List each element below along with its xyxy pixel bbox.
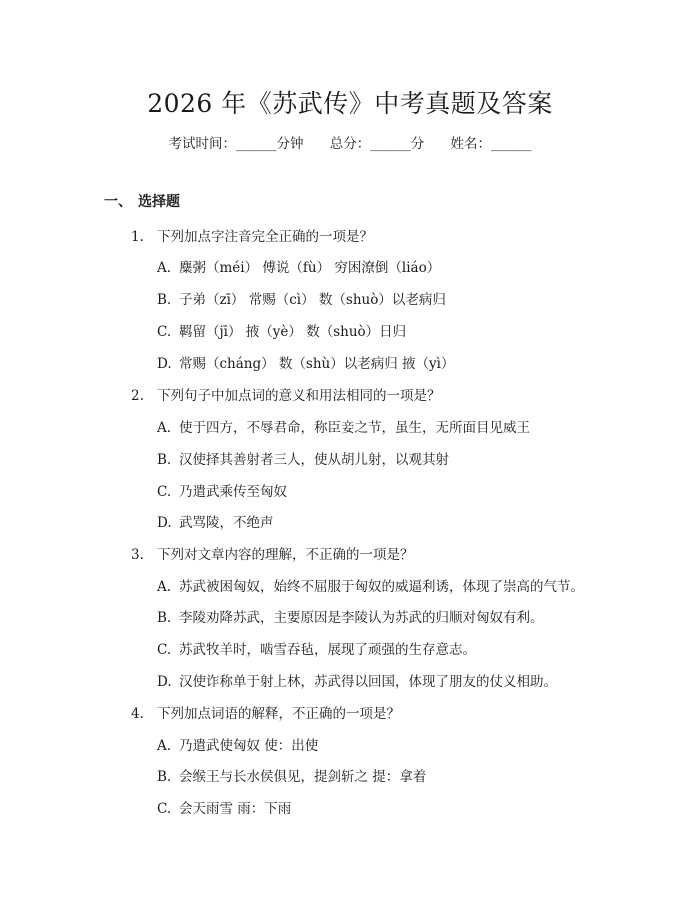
question-2-option-c	[157, 480, 287, 500]
option-letter: A.	[157, 579, 172, 595]
option-letter: A.	[157, 260, 172, 276]
option-text: 羁留（jī） 掖（yè） 数（shuò）日归	[179, 324, 407, 340]
question-1	[131, 225, 373, 245]
option-text: 常赐（cháng） 数（shù）以老病归 掖（yì）	[179, 356, 455, 372]
option-text: 苏武被困匈奴，始终不屈服于匈奴的威逼利诱，体现了崇高的气节。	[179, 579, 584, 595]
option-letter: A.	[157, 738, 172, 754]
option-text: 汉使择其善射者三人，使从胡儿射，以观其射	[179, 452, 449, 468]
exam-meta	[0, 132, 700, 152]
option-text: 会天雨雪 雨：下雨	[179, 801, 292, 817]
question-2-option-b	[157, 448, 449, 468]
question-4	[131, 702, 400, 722]
question-3-option-a	[157, 575, 584, 595]
question-1-option-d	[157, 352, 454, 372]
question-number: 1.	[131, 229, 144, 245]
option-letter: C.	[157, 801, 172, 817]
question-1-option-c	[157, 320, 406, 340]
question-text: 下列加点字注音完全正确的一项是？	[157, 229, 373, 245]
section-heading	[104, 191, 180, 211]
option-text: 李陵劝降苏武，主要原因是李陵认为苏武的归顺对匈奴有利。	[179, 610, 544, 626]
question-4-option-b	[157, 765, 426, 785]
option-text: 武骂陵，不绝声	[179, 515, 274, 531]
question-2-option-d	[157, 511, 274, 531]
exam-score: 总分：______分	[329, 136, 425, 152]
question-number: 4.	[131, 706, 144, 722]
option-text: 子弟（zī） 常赐（cì） 数（shuò）以老病归	[179, 292, 446, 308]
question-4-option-c	[157, 797, 291, 817]
question-1-option-a	[157, 256, 440, 276]
option-letter: B.	[157, 769, 172, 785]
question-text: 下列句子中加点词的意义和用法相同的一项是？	[157, 388, 441, 404]
option-letter: B.	[157, 610, 172, 626]
option-text: 乃遣武乘传至匈奴	[179, 484, 287, 500]
question-number: 3.	[131, 547, 144, 563]
question-text: 下列对文章内容的理解，不正确的一项是？	[157, 547, 414, 563]
section-title: 选择题	[138, 194, 180, 210]
option-text: 使于四方，不辱君命，称臣妾之节，虽生，无所面目见威王	[179, 420, 530, 436]
option-letter: A.	[157, 420, 172, 436]
option-letter: C.	[157, 484, 172, 500]
option-letter: C.	[157, 324, 172, 340]
option-letter: C.	[157, 642, 172, 658]
option-text: 麋粥（méi） 傅说（fù） 穷困潦倒（liáo）	[179, 260, 441, 276]
option-letter: B.	[157, 452, 172, 468]
section-number: 一、	[104, 194, 132, 210]
question-3	[131, 543, 414, 563]
option-text: 苏武牧羊时，啮雪吞毡，展现了顽强的生存意志。	[179, 642, 476, 658]
option-letter: D.	[157, 356, 172, 372]
question-text: 下列加点词语的解释，不正确的一项是？	[157, 706, 400, 722]
question-number: 2.	[131, 388, 144, 404]
option-letter: D.	[157, 515, 172, 531]
option-text: 会缑王与长水侯俱见，提剑斩之 提：拿着	[179, 769, 427, 785]
question-2-option-a	[157, 416, 530, 436]
exam-name: 姓名：______	[450, 136, 532, 152]
option-text: 乃遣武使匈奴 使：出使	[179, 738, 319, 754]
question-2	[131, 384, 441, 404]
option-text: 汉使诈称单于射上林，苏武得以回国，体现了朋友的仗义相助。	[179, 674, 557, 690]
question-3-option-d	[157, 670, 557, 690]
question-3-option-c	[157, 638, 476, 658]
question-3-option-b	[157, 606, 544, 626]
page-title: 2026 年《苏武传》中考真题及答案	[147, 89, 553, 118]
option-letter: D.	[157, 674, 172, 690]
exam-time: 考试时间：______分钟	[168, 136, 304, 152]
question-1-option-b	[157, 288, 446, 308]
option-letter: B.	[157, 292, 172, 308]
question-4-option-a	[157, 734, 318, 754]
